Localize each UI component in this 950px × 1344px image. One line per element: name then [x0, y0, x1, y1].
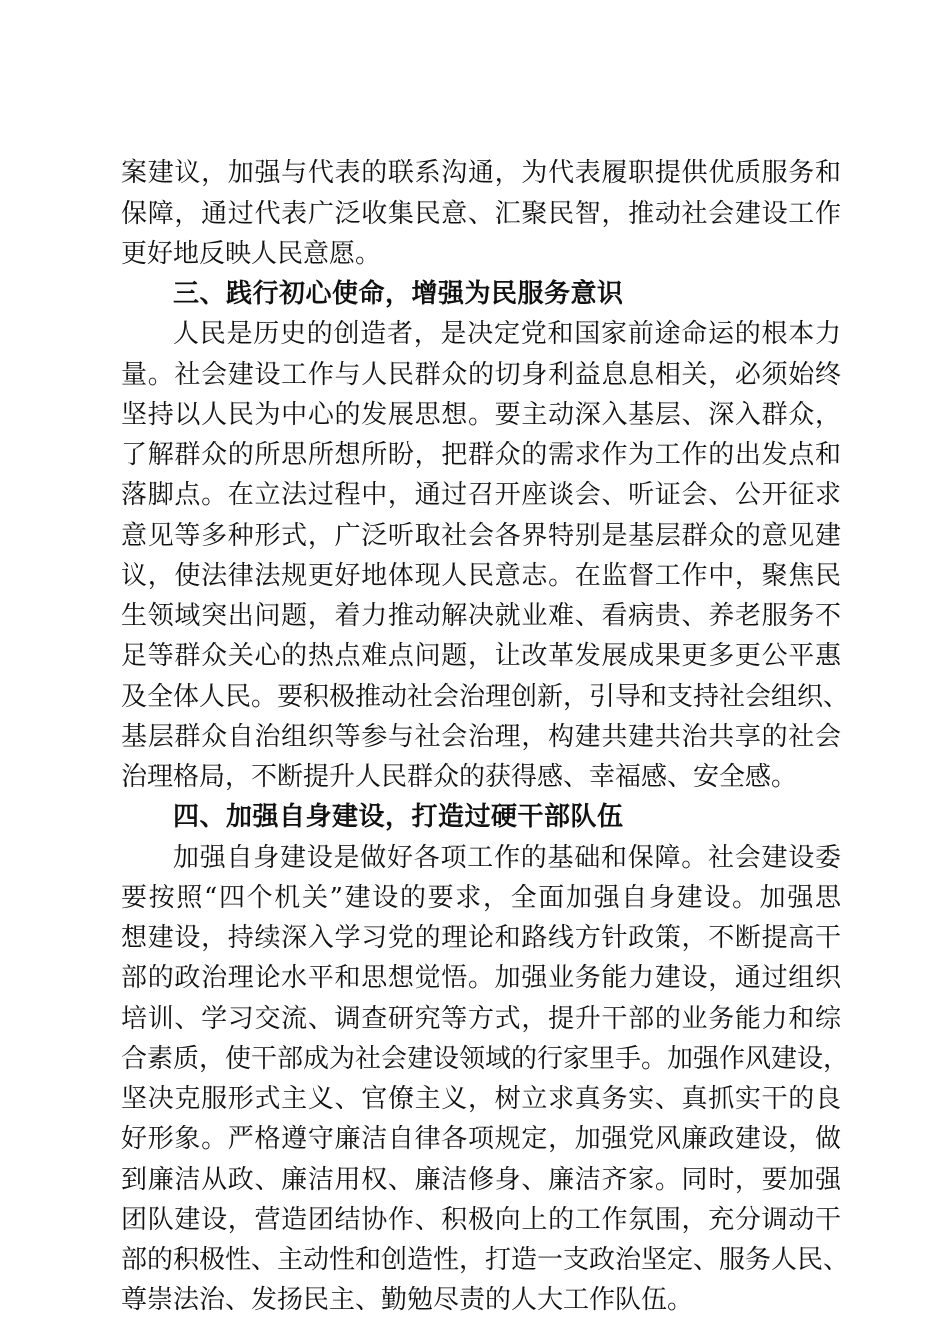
paragraph-line: 尊崇法治、发扬民主、勤勉尽责的人大工作队伍。 [121, 1285, 694, 1315]
paragraph-line: 团队建设，营造团结协作、积极向上的工作氛围，充分调动干 [121, 1205, 841, 1235]
paragraph-line: 更好地反映人民意愿。 [121, 239, 382, 269]
paragraph-line: 合素质，使干部成为社会建设领域的行家里手。加强作风建设， [121, 1044, 850, 1074]
paragraph-line: 基层群众自治组织等参与社会治理，构建共建共治共享的社会 [121, 722, 841, 752]
paragraph-line: 部的政治理论水平和思想觉悟。加强业务能力建设，通过组织 [121, 963, 841, 993]
section-heading-4: 四、加强自身建设，打造过硬干部队伍 [173, 802, 624, 832]
paragraph-line: 量。社会建设工作与人民群众的切身利益息息相关，必须始终 [121, 360, 841, 390]
paragraph-line: 想建设，持续深入学习党的理论和路线方针政策，不断提高干 [121, 923, 841, 953]
paragraph-line: 议，使法律法规更好地体现人民意志。在监督工作中，聚焦民 [121, 561, 841, 591]
paragraph-line: 生领域突出问题，着力推动解决就业难、看病贵、养老服务不 [121, 601, 841, 631]
paragraph-line: 好形象。严格遵守廉洁自律各项规定，加强党风廉政建设，做 [121, 1124, 841, 1154]
paragraph-line: 培训、学习交流、调查研究等方式，提升干部的业务能力和综 [121, 1004, 841, 1034]
paragraph-line: 要按照“四个机关”建设的要求，全面加强自身建设。加强思 [121, 883, 841, 913]
paragraph-line: 到廉洁从政、廉洁用权、廉洁修身、廉洁齐家。同时，要加强 [121, 1165, 841, 1195]
paragraph-line: 足等群众关心的热点难点问题，让改革发展成果更多更公平惠 [121, 641, 841, 671]
paragraph-line: 了解群众的所思所想所盼，把群众的需求作为工作的出发点和 [121, 440, 841, 470]
paragraph-line: 保障，通过代表广泛收集民意、汇聚民智，推动社会建设工作 [121, 199, 841, 229]
paragraph-line: 加强自身建设是做好各项工作的基础和保障。社会建设委 [173, 843, 841, 873]
paragraph-line: 案建议，加强与代表的联系沟通，为代表履职提供优质服务和 [121, 158, 841, 188]
section-heading-3: 三、践行初心使命，增强为民服务意识 [173, 279, 624, 309]
paragraph-line: 及全体人民。要积极推动社会治理创新，引导和支持社会组织、 [121, 682, 850, 712]
paragraph-line: 坚持以人民为中心的发展思想。要主动深入基层、深入群众， [121, 400, 841, 430]
paragraph-line: 意见等多种形式，广泛听取社会各界特别是基层群众的意见建 [121, 521, 841, 551]
paragraph-line: 坚决克服形式主义、官僚主义，树立求真务实、真抓实干的良 [121, 1084, 841, 1114]
paragraph-line: 治理格局，不断提升人民群众的获得感、幸福感、安全感。 [121, 762, 798, 792]
paragraph-line: 人民是历史的创造者，是决定党和国家前途命运的根本力 [173, 319, 841, 349]
paragraph-line: 落脚点。在立法过程中，通过召开座谈会、听证会、公开征求 [121, 480, 841, 510]
paragraph-line: 部的积极性、主动性和创造性，打造一支政治坚定、服务人民、 [121, 1245, 850, 1275]
